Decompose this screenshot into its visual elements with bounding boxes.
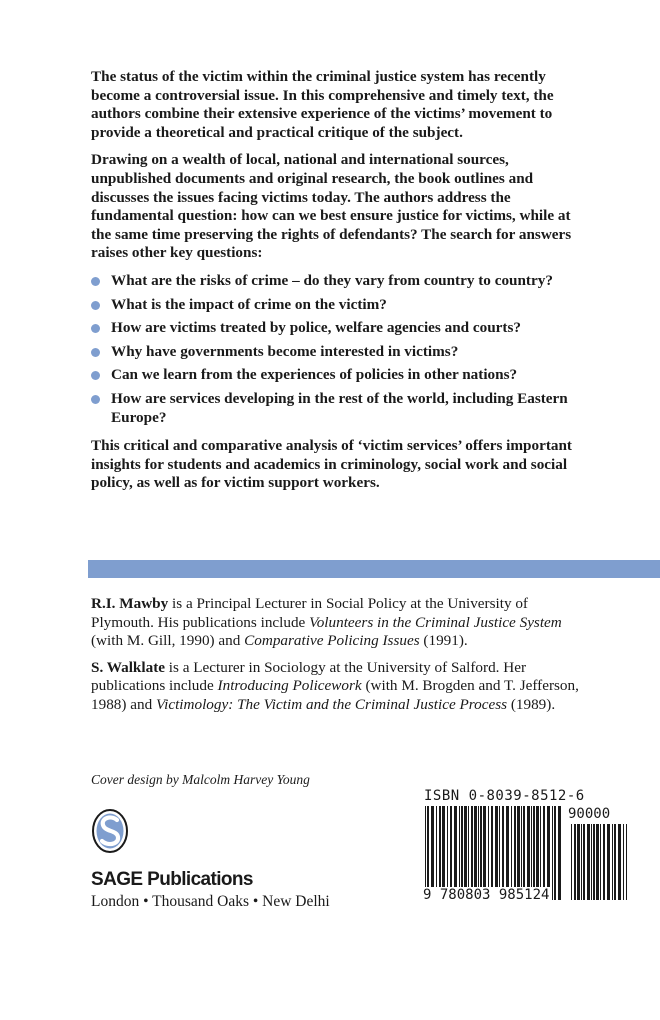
- barcode-bar: [459, 806, 460, 900]
- list-item: What are the risks of crime – do they vary from country to country?: [91, 272, 581, 291]
- barcode-bar: [468, 806, 469, 900]
- barcode-bar: [571, 824, 572, 900]
- barcode-bar: [436, 806, 437, 900]
- barcode-bar: [533, 806, 535, 900]
- barcode-bar: [614, 824, 616, 900]
- barcode-bar: [506, 806, 509, 900]
- barcode-bar: [547, 806, 550, 900]
- questions-list: [91, 272, 581, 427]
- barcode-bar: [618, 824, 621, 900]
- bullet-dot-icon: [91, 371, 100, 380]
- barcode-bar: [583, 824, 585, 900]
- barcode-bar: [554, 806, 556, 900]
- barcode-bar: [626, 824, 627, 900]
- barcode-bar: [439, 806, 441, 900]
- publisher-cities: London • Thousand Oaks • New Delhi: [91, 893, 330, 910]
- sage-logo-icon: [91, 808, 129, 854]
- barcode-bar: [514, 806, 516, 900]
- bullet-dot-icon: [91, 395, 100, 404]
- author-bio-mawby: R.I. Mawby is a Principal Lecturer in Social Policy at the University of Plymouth. His publications include Volunteers in the Criminal Justice System (with M. Gill, 1990) and Comparative Policing Issues (1991).: [91, 595, 562, 650]
- barcode-bar: [461, 806, 463, 900]
- barcode-bar: [511, 806, 512, 900]
- barcode-bar: [574, 824, 576, 900]
- author-bios: [91, 595, 591, 723]
- barcode-bar: [517, 806, 520, 900]
- barcode-bar: [425, 806, 426, 900]
- barcode-bar: [540, 806, 541, 900]
- author-bio-walklate: S. Walklate is a Lecturer in Sociology at the University of Salford. Her publications include Introducing Policework (with M. Brogden and T. Jefferson, 1988) and Victimology: The Victim and the Criminal Justice Process (1989).: [91, 658, 579, 713]
- barcode-bar: [577, 824, 580, 900]
- list-item: How are victims treated by police, welfare agencies and courts?: [91, 319, 581, 338]
- barcode-bar: [600, 824, 601, 900]
- list-item: Why have governments become interested in victims?: [91, 343, 581, 362]
- barcode-bar: [447, 806, 448, 900]
- barcode-bar: [491, 806, 493, 900]
- barcode-bar: [474, 806, 477, 900]
- blurb-paragraph-3: This critical and comparative analysis of ‘victim services’ offers important insights for students and academics in criminology, social work and social policy, as well as for victim support workers.: [91, 437, 572, 492]
- barcode-bar: [596, 824, 599, 900]
- barcode-bar: [427, 806, 429, 900]
- barcode-bar: [543, 806, 545, 900]
- barcode-bar: [612, 824, 613, 900]
- barcode-bar: [558, 806, 561, 900]
- barcode-bar: [471, 806, 473, 900]
- barcode-bar: [483, 806, 486, 900]
- barcode-bar: [603, 824, 605, 900]
- barcode-bar: [499, 806, 500, 900]
- list-item: Can we learn from the experiences of policies in other nations?: [91, 366, 581, 385]
- bullet-dot-icon: [91, 277, 100, 286]
- barcode-bar: [587, 824, 590, 900]
- blurb-paragraph-1: The status of the victim within the criminal justice system has recently become a controversial issue. In this comprehensive and timely text, the authors combine their extensive experience of the victims’ movement to provide a theoretical and practical critique of the subject.: [91, 68, 554, 141]
- barcode-bar: [527, 806, 530, 900]
- bullet-dot-icon: [91, 348, 100, 357]
- barcode-bar: [521, 806, 522, 900]
- barcode-bar: [607, 824, 610, 900]
- barcode-addon: 90000: [568, 806, 611, 822]
- barcode-bar: [431, 806, 434, 900]
- barcode-bar: [536, 806, 539, 900]
- barcode-bar: [464, 806, 467, 900]
- barcode-bar: [480, 806, 482, 900]
- blurb: [91, 68, 581, 502]
- barcode-bar: [591, 824, 592, 900]
- barcode-bar: [495, 806, 498, 900]
- barcode-bar: [581, 824, 582, 900]
- barcode-bar: [623, 824, 624, 900]
- divider-band: [88, 560, 660, 578]
- barcode-bar: [454, 806, 457, 900]
- barcode-bar: [450, 806, 452, 900]
- barcode-bar: [552, 806, 553, 900]
- bullet-dot-icon: [91, 301, 100, 310]
- barcode-bar: [478, 806, 479, 900]
- barcode-bar: [593, 824, 595, 900]
- cover-credit: Cover design by Malcolm Harvey Young: [91, 772, 310, 787]
- bullet-dot-icon: [91, 324, 100, 333]
- isbn-number: ISBN 0-8039-8512-6: [424, 788, 585, 804]
- ean-number: 9 780803 985124: [423, 887, 550, 903]
- barcode-bar: [531, 806, 532, 900]
- list-item: How are services developing in the rest of the world, including Eastern Europe?: [91, 390, 581, 427]
- barcode-bar: [442, 806, 445, 900]
- barcode-bar: [502, 806, 504, 900]
- barcode-bar: [488, 806, 489, 900]
- blurb-paragraph-2: Drawing on a wealth of local, national and international sources, unpublished documents and original research, the book outlines and discusses the issues facing victims today. The authors address the fundamental question: how can we best ensure justice for victims, while at the same time preserving the rights of defendants? The search for answers raises other key questions:: [91, 151, 572, 262]
- publisher-name: SAGE Publications: [91, 869, 253, 890]
- barcode-bar: [523, 806, 525, 900]
- list-item: What is the impact of crime on the victim?: [91, 296, 581, 315]
